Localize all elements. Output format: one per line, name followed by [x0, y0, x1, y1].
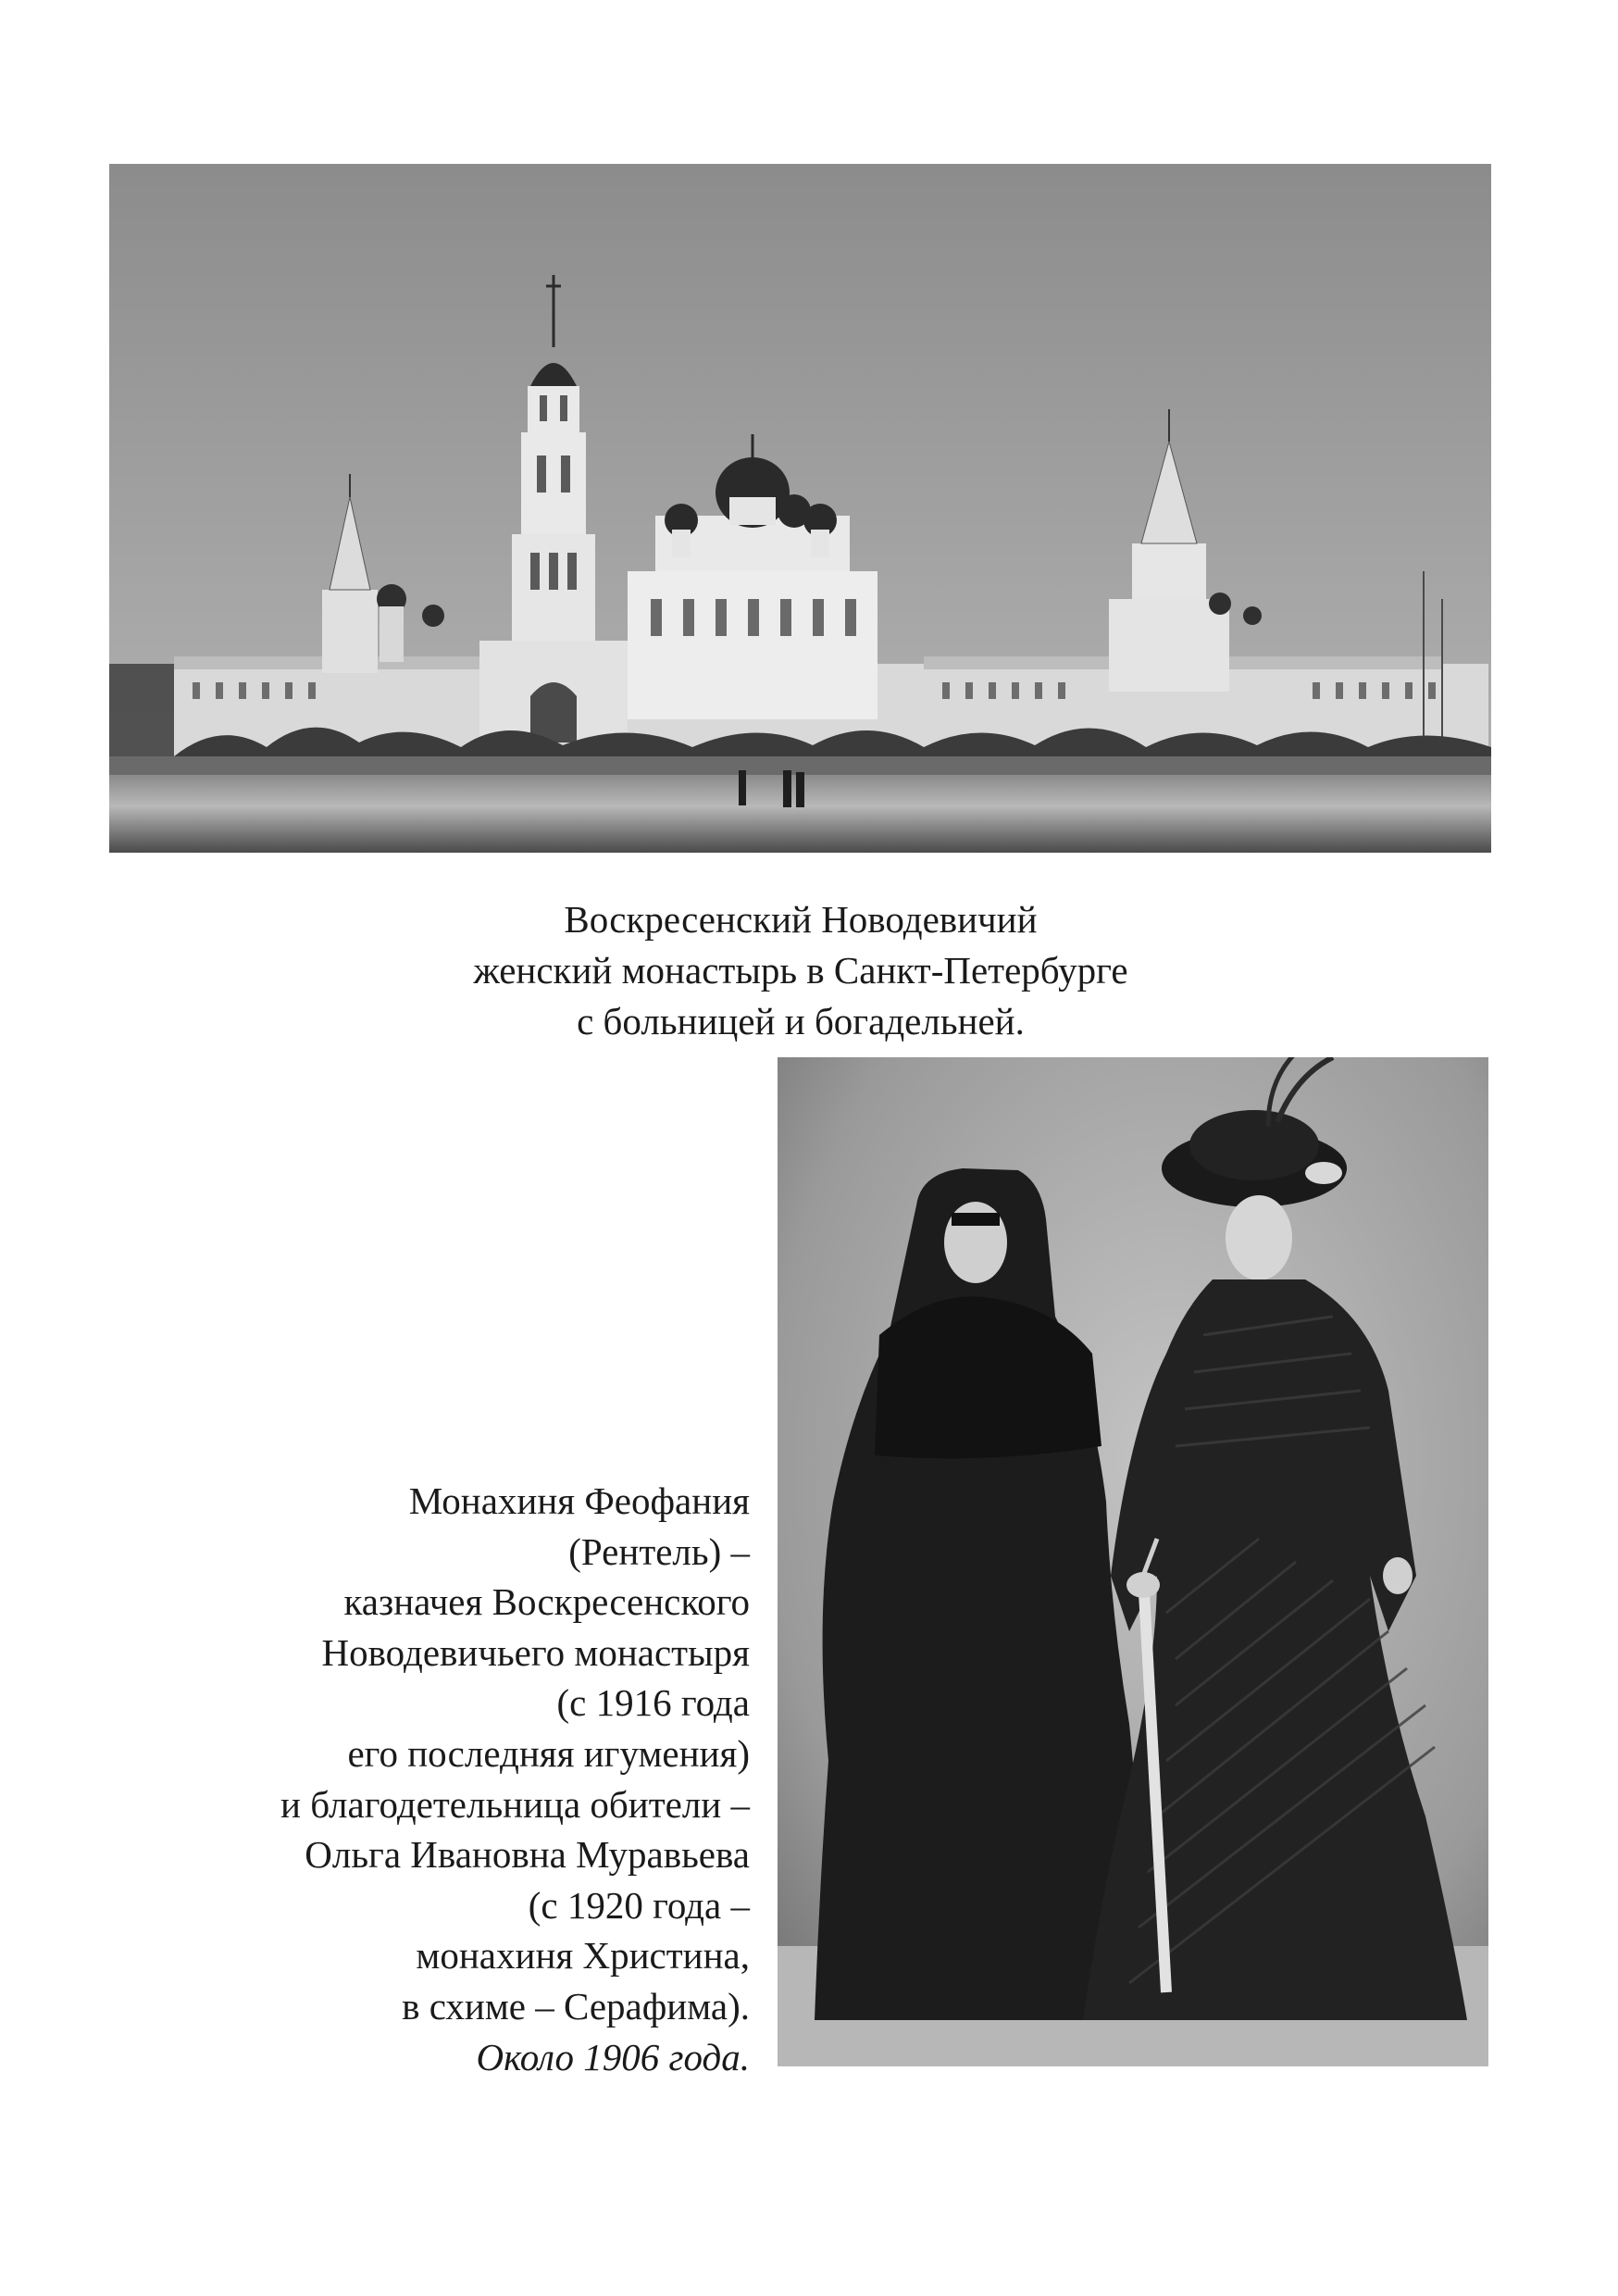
- portrait-photo: [778, 1057, 1488, 2066]
- monastery-caption: [278, 894, 1324, 1047]
- monastery-caption-line: Воскресенский Новодевичий: [564, 898, 1038, 941]
- portrait-caption-date: Около 1906 года.: [476, 2035, 750, 2078]
- portrait-caption-line: Монахиня Феофания: [408, 1479, 750, 1522]
- monastery-panorama-image: [109, 164, 1491, 853]
- portrait-caption-line: казначея Воскресенского: [343, 1580, 750, 1624]
- monastery-caption-line: женский монастырь в Санкт-Петербурге: [473, 949, 1128, 992]
- portrait-caption: [157, 1476, 750, 2082]
- portrait-image: [778, 1057, 1488, 2066]
- portrait-caption-line: монахиня Христина,: [416, 1934, 750, 1978]
- monastery-photo: [109, 164, 1491, 853]
- portrait-caption-line: (Рентель) –: [568, 1529, 750, 1573]
- portrait-caption-line: в схиме – Серафима).: [402, 1984, 750, 2028]
- portrait-caption-line: Ольга Ивановна Муравьева: [305, 1833, 750, 1877]
- portrait-caption-line: Новодевичьего монастыря: [321, 1630, 750, 1674]
- monastery-caption-line: с больницей и богадельней.: [577, 1000, 1025, 1042]
- portrait-caption-line: (с 1920 года –: [528, 1883, 750, 1927]
- portrait-caption-line: его последняя игумения): [347, 1731, 750, 1775]
- portrait-caption-line: (с 1916 года: [556, 1681, 750, 1725]
- portrait-caption-line: и благодетельница обители –: [280, 1782, 750, 1826]
